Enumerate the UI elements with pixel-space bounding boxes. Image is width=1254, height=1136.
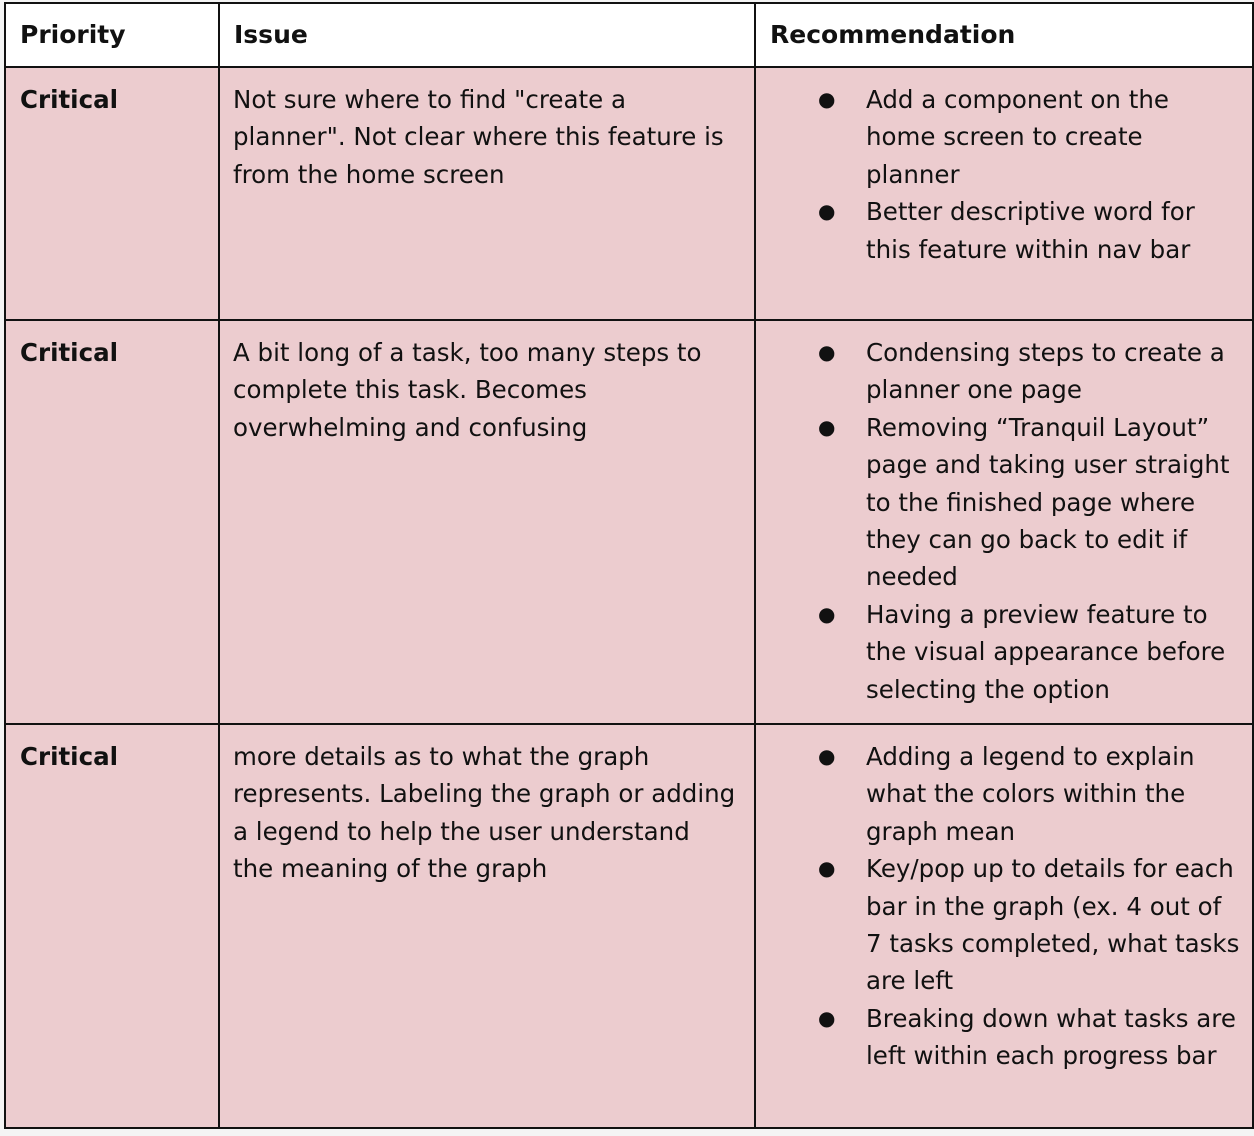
issue-cell: Not sure where to find "create a planner". Not clear where this feature is from the home screen <box>219 67 755 320</box>
recommendation-cell <box>755 724 1253 1128</box>
table-row <box>5 320 1253 724</box>
bullet-icon: ● <box>818 340 836 364</box>
priority-cell: Critical <box>5 67 219 320</box>
recommendation-text: Having a preview feature to the visual appearance before selecting the option <box>866 599 1226 704</box>
recommendation-text: Key/pop up to details for each bar in the graph (ex. 4 out of 7 tasks completed, what tasks are left <box>866 854 1240 996</box>
recommendation-list <box>756 738 1242 1075</box>
header-priority: Priority <box>5 3 219 67</box>
header-row <box>5 3 1253 67</box>
header-issue: Issue <box>219 3 755 67</box>
recommendation-list <box>756 81 1242 268</box>
priority-cell: Critical <box>5 724 219 1128</box>
bullet-icon: ● <box>818 856 836 881</box>
recommendation-item <box>756 334 1242 409</box>
bullet-icon: ● <box>818 601 836 626</box>
recommendation-item <box>756 81 1242 193</box>
table-row <box>5 67 1253 320</box>
usability-findings-table <box>4 2 1254 1129</box>
recommendation-item <box>756 850 1242 1000</box>
recommendation-item <box>756 409 1242 596</box>
recommendation-cell <box>755 320 1253 724</box>
bullet-icon: ● <box>818 744 836 768</box>
recommendation-item <box>756 1000 1242 1075</box>
recommendation-text: Add a component on the home screen to create planner <box>866 85 1169 189</box>
recommendation-cell <box>755 67 1253 320</box>
issue-cell: more details as to what the graph represents. Labeling the graph or adding a legend to help the user understand the meaning of the graph <box>219 724 755 1128</box>
recommendation-text: Breaking down what tasks are left within each progress bar <box>866 1003 1236 1071</box>
bullet-icon: ● <box>818 87 836 111</box>
bullet-icon: ● <box>818 1005 836 1030</box>
recommendation-item <box>756 596 1242 708</box>
recommendation-list <box>756 334 1242 708</box>
recommendation-text: Removing “Tranquil Layout” page and taking user straight to the finished page where they can go back to edit if needed <box>866 412 1230 592</box>
issue-cell: A bit long of a task, too many steps to complete this task. Becomes overwhelming and confusing <box>219 320 755 724</box>
recommendation-item <box>756 193 1242 268</box>
recommendation-text: Adding a legend to explain what the colors within the graph mean <box>866 742 1195 846</box>
bullet-icon: ● <box>818 199 836 224</box>
priority-cell: Critical <box>5 320 219 724</box>
recommendation-text: Better descriptive word for this feature within nav bar <box>866 197 1195 264</box>
table-row <box>5 724 1253 1128</box>
table-header <box>5 3 1253 67</box>
recommendation-item <box>756 738 1242 850</box>
header-recommendation: Recommendation <box>755 3 1253 67</box>
recommendation-text: Condensing steps to create a planner one page <box>866 338 1225 405</box>
table-body <box>5 67 1253 1128</box>
bullet-icon: ● <box>818 414 836 439</box>
